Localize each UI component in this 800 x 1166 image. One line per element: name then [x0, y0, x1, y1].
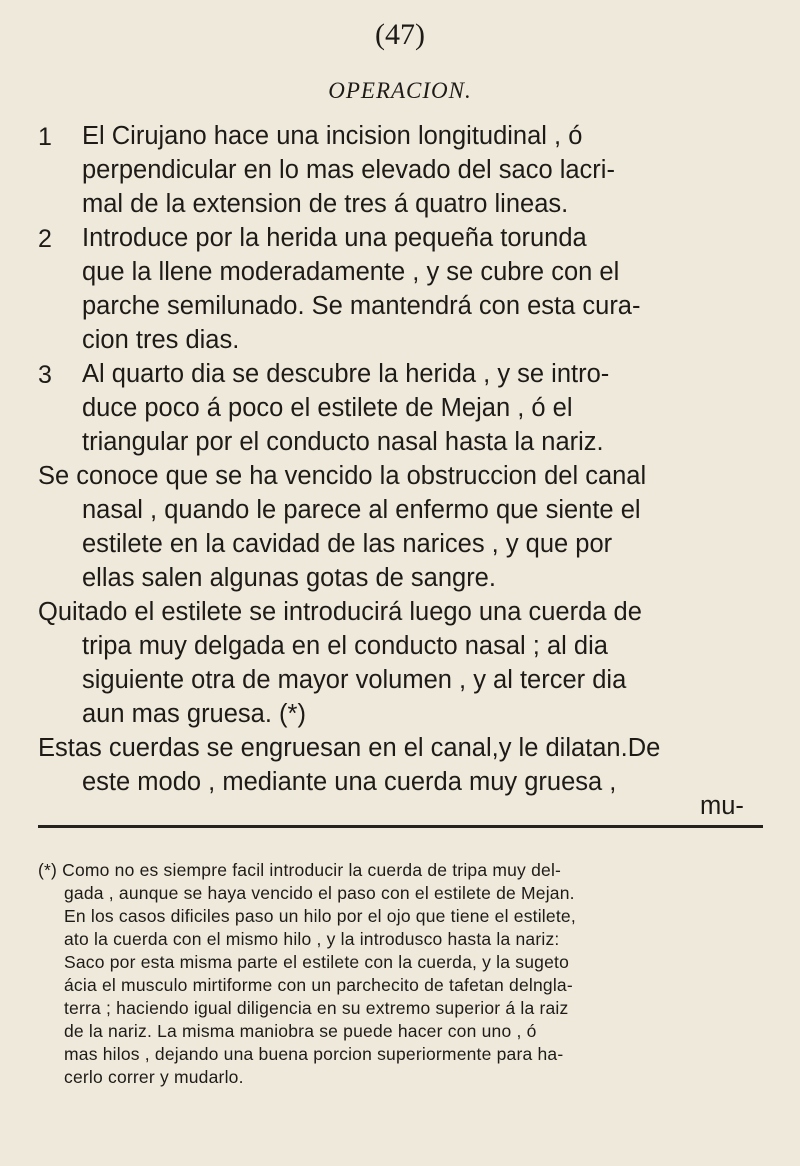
footnote-line: cerlo correr y mudarlo.: [64, 1067, 244, 1087]
text-line: ellas salen algunas gotas de sangre.: [82, 564, 496, 592]
page-number: (47): [375, 18, 425, 51]
text-line: tripa muy delgada en el conducto nasal ; al dia: [82, 632, 608, 660]
step-number: 1: [38, 123, 52, 151]
footnote-line: mas hilos , dejando una buena porcion superiormente para ha-: [64, 1044, 564, 1064]
text-line: parche semilunado. Se mantendrá con esta cura-: [82, 292, 641, 320]
step-number: 3: [38, 361, 52, 389]
section-heading: OPERACION.: [328, 78, 472, 103]
catchword: mu-: [700, 792, 744, 820]
text-line: triangular por el conducto nasal hasta la nariz.: [82, 428, 604, 456]
text-line: Quitado el estilete se introducirá luego una cuerda de: [38, 598, 642, 626]
text-line: estilete en la cavidad de las narices , y que por: [82, 530, 613, 558]
footnote-line: En los casos dificiles paso un hilo por el ojo que tiene el estilete,: [64, 906, 576, 926]
text-line: este modo , mediante una cuerda muy gruesa ,: [82, 768, 617, 796]
text-line: cion tres dias.: [82, 326, 240, 354]
footnote-line: ato la cuerda con el mismo hilo , y la introdusco hasta la nariz:: [64, 929, 560, 949]
text-line: El Cirujano hace una incision longitudinal , ó: [82, 122, 583, 150]
text-line: Al quarto dia se descubre la herida , y se intro-: [82, 360, 610, 388]
text-line: Se conoce que se ha vencido la obstruccion del canal: [38, 462, 647, 490]
footnote-line: ácia el musculo mirtiforme con un parchecito de tafetan delngla-: [64, 975, 573, 995]
footnote-line: (*) Como no es siempre facil introducir la cuerda de tripa muy del-: [38, 860, 562, 880]
footnote-line: terra ; haciendo igual diligencia en su extremo superior á la raiz: [64, 998, 569, 1018]
text-line: mal de la extension de tres á quatro lineas.: [82, 190, 569, 218]
step-number: 2: [38, 225, 52, 253]
text-line: aun mas gruesa. (*): [82, 700, 306, 728]
text-line: Introduce por la herida una pequeña torunda: [82, 224, 587, 252]
footnote-rule: [38, 825, 763, 828]
text-line: perpendicular en lo mas elevado del saco lacri-: [82, 156, 615, 184]
footnote-line: gada , aunque se haya vencido el paso con el estilete de Mejan.: [64, 883, 575, 903]
text-line: duce poco á poco el estilete de Mejan , ó el: [82, 394, 573, 422]
text-line: siguiente otra de mayor volumen , y al tercer dia: [82, 666, 627, 694]
text-line: que la llene moderadamente , y se cubre con el: [82, 258, 620, 286]
footnote-line: Saco por esta misma parte el estilete con la cuerda, y la sugeto: [64, 952, 570, 972]
text-line: nasal , quando le parece al enfermo que siente el: [82, 496, 641, 524]
text-line: Estas cuerdas se engruesan en el canal,y le dilatan.De: [38, 734, 661, 762]
footnote-line: de la nariz. La misma maniobra se puede hacer con uno , ó: [64, 1021, 537, 1041]
